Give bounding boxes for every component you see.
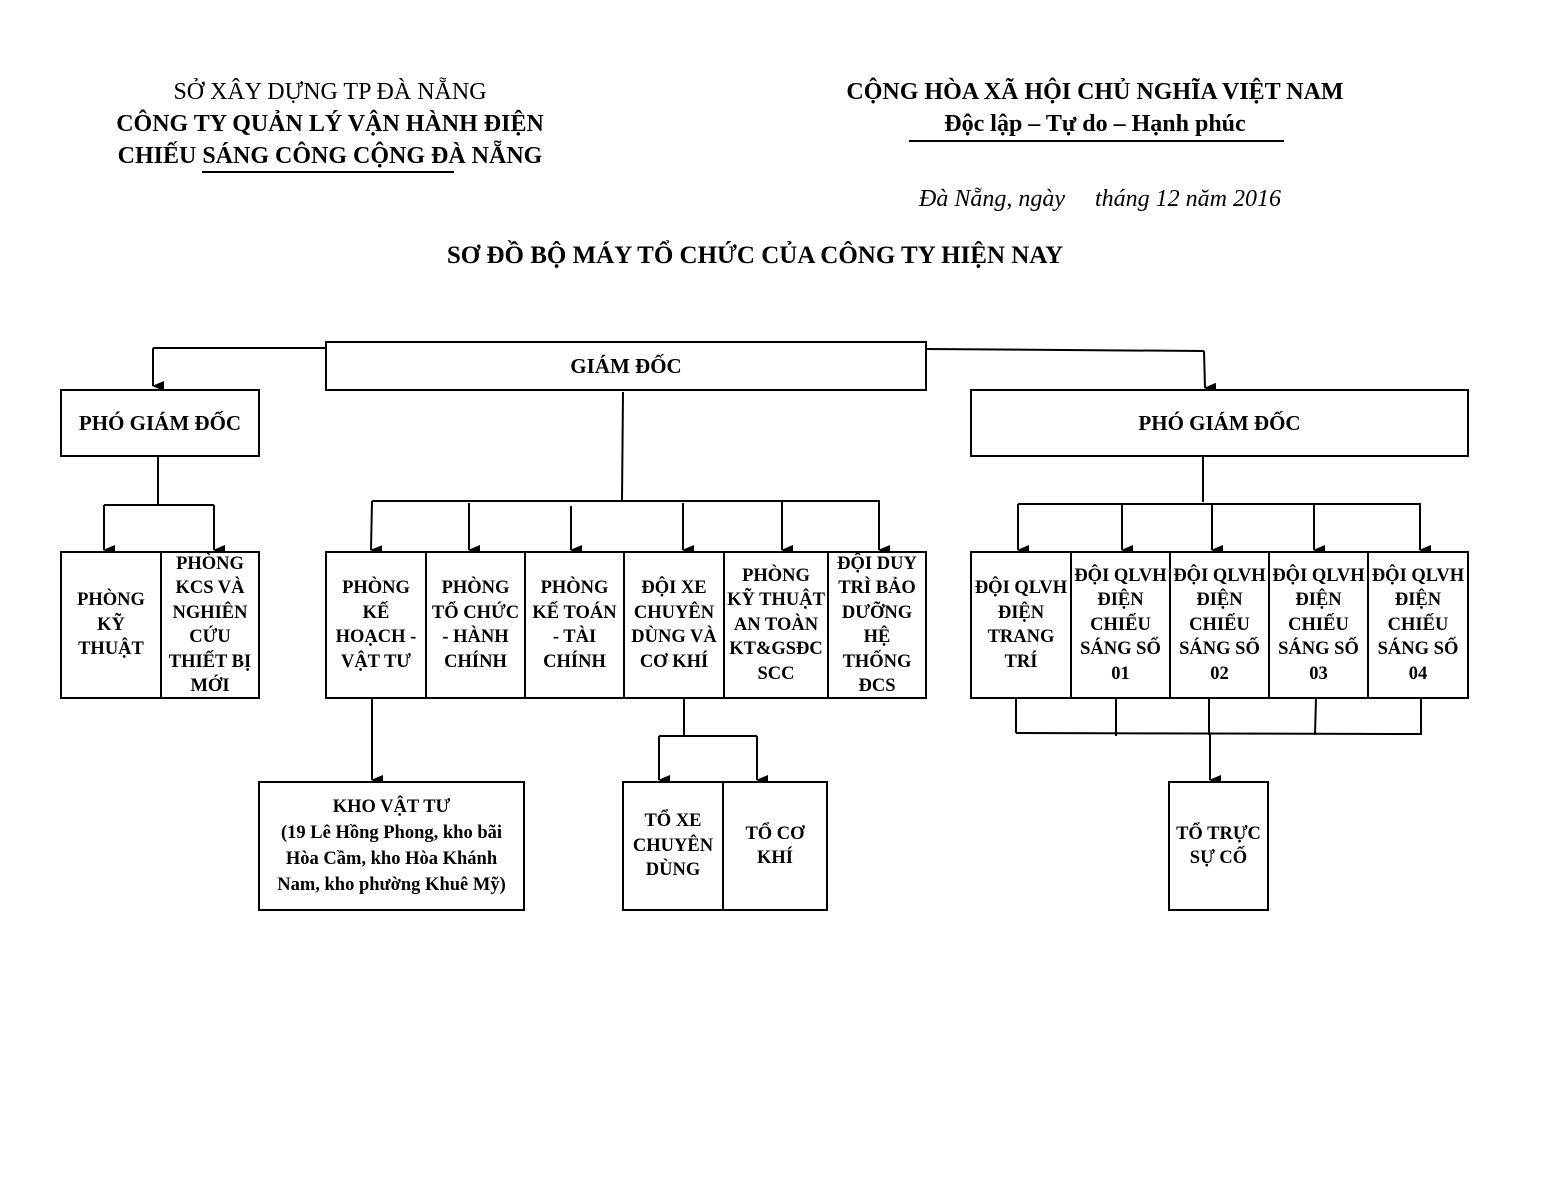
warehouse-title: KHO VẬT TƯ [332,797,451,817]
company-name-line1: CÔNG TY QUẢN LÝ VẬN HÀNH ĐIỆN [116,111,544,137]
unit-planning-supplies-dept: PHÒNG KẾ HOẠCH - VẬT TƯ [335,578,417,672]
warehouse-box [258,781,525,911]
unit-decorative-lighting-team: ĐỘI QLVH ĐIỆN TRANG TRÍ [974,578,1068,672]
chart-title: SƠ ĐỒ BỘ MÁY TỔ CHỨC CỦA CÔNG TY HIỆN NAY [446,242,1064,269]
unit-technical-dept: PHÒNG KỸ THUẬT [77,590,145,660]
unit-lighting-team-04: ĐỘI QLVH ĐIỆN CHIẾU SÁNG SỐ 04 [1371,565,1465,684]
warehouse-locations: (19 Lê Hồng Phong, kho bãi Hòa Cầm, kho Hòa Khánh Nam, kho phường Khuê Mỹ) [277,823,506,895]
left-units-group [60,551,260,699]
group-special-vehicles: TỔ XE CHUYÊN DÙNG [632,811,714,881]
right-units-group [970,551,1469,699]
incident-team-box: TỔ TRỰC SỰ CỐ [1168,781,1269,911]
national-motto: Độc lập – Tự do – Hạnh phúc [944,111,1246,137]
unit-lighting-team-03: ĐỘI QLVH ĐIỆN CHIẾU SÁNG SỐ 03 [1272,565,1365,684]
unit-maintenance-team: ĐỘI DUY TRÌ BẢO DƯỠNG HỆ THỐNG ĐCS [837,553,917,696]
director-box: GIÁM ĐỐC [325,341,927,391]
group-mechanical: TỔ CƠ KHÍ [745,823,805,868]
unit-lighting-team-02: ĐỘI QLVH ĐIỆN CHIẾU SÁNG SỐ 02 [1173,565,1266,684]
date-line: Đà Nẵng, ngày tháng 12 năm 2016 [919,186,1281,212]
vehicle-groups-box [622,781,828,911]
center-units-group [325,551,927,699]
unit-kcs-research-dept: PHÒNG KCS VÀ NGHIÊN CỨU THIẾT BỊ MỚI [168,553,252,696]
national-title: CỘNG HÒA XÃ HỘI CHỦ NGHĨA VIỆT NAM [846,79,1344,105]
deputy-director-left-box: PHÓ GIÁM ĐỐC [60,389,260,457]
unit-lighting-team-01: ĐỘI QLVH ĐIỆN CHIẾU SÁNG SỐ 01 [1074,565,1167,684]
company-name-line2: CHIẾU SÁNG CÔNG CỘNG ĐÀ NẴNG [117,143,543,169]
deputy-director-right-box: PHÓ GIÁM ĐỐC [970,389,1469,457]
unit-accounting-finance-dept: PHÒNG KẾ TOÁN - TÀI CHÍNH [532,578,617,672]
unit-hr-admin-dept: PHÒNG TỔ CHỨC - HÀNH CHÍNH [431,578,520,672]
department-name: SỞ XÂY DỰNG TP ĐÀ NẴNG [173,79,487,105]
unit-vehicle-mechanical-team: ĐỘI XE CHUYÊN DÙNG VÀ CƠ KHÍ [631,578,717,672]
unit-safety-technical-dept: PHÒNG KỸ THUẬT AN TOÀN KT&GSĐC SCC [727,565,825,684]
